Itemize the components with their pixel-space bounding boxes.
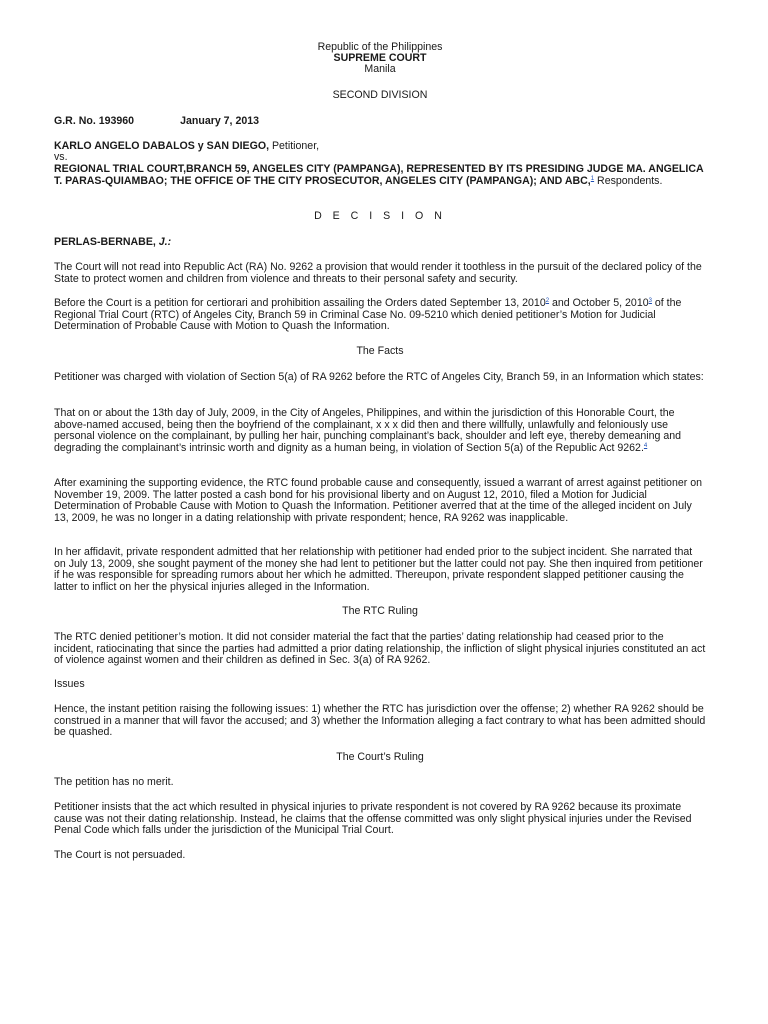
facts-heading: The Facts: [356, 345, 404, 357]
paragraph-affidavit: In her affidavit, private respondent admitted that her relationship with petitioner had ended prior to the subject incident. She narrated that on July 13, 2009, she sought payment of the money she had lent to petitioner but the latter could not pay. She then inquired from petitioner if he was responsible for spreading rumors about her which he admitted. Thereupon, private respondent slapped petitioner causing the latter to inflict on her the physical injuries alleged in the Information.: [54, 546, 703, 593]
petitioner-role: Petitioner,: [269, 140, 320, 152]
ponente-line: [54, 237, 706, 249]
ponente-name: PERLAS-BERNABE,: [54, 236, 156, 248]
paragraph-petition-text-c: of the Regional Trial Court (RTC) of Angeles City, Branch 59 in Criminal Case No. 09-5210 which denied petitioner’s Motion for Judicial Determination of Probable Cause with Motion to Quash the Information.: [54, 297, 682, 333]
division-name: SECOND DIVISION: [332, 89, 428, 101]
paragraph-petition: [54, 298, 706, 333]
rtc-ruling-heading: The RTC Ruling: [342, 605, 418, 617]
paragraph-information-text: That on or about the 13th day of July, 2009, in the City of Angeles, Philippines, and within the jurisdiction of this Honorable Court, the above-named accused, being then the boyfriend of the complainant, x x x did then and there willfully, unlawfully and feloniously use personal violence on the complainant, by pulling her hair, punching complainant’s back, shoulder and left eye, thereby demeaning and degrading the complainant’s intrinsic worth and dignity as a human being, in violation of Section 5(a) of the Republic Act 9262.: [54, 407, 682, 454]
footnote-link-2[interactable]: 2: [545, 298, 550, 304]
respondents-names: REGIONAL TRIAL COURT,BRANCH 59, ANGELES CITY (PAMPANGA), REPRESENTED BY ITS PRESIDING JUDGE MA. ANGELICA T. PARAS-QUIAMBAO; THE OFFICE OF THE CITY PROSECUTOR, ANGELES CITY (PAMPANGA); AND ABC,: [54, 163, 704, 187]
court-ruling-heading: The Court’s Ruling: [336, 751, 424, 763]
respondents-role: Respondents.: [594, 174, 663, 187]
court-city: Manila: [364, 63, 396, 75]
ponente-title: J.:: [155, 236, 172, 248]
paragraph-rtc-denial: The RTC denied petitioner’s motion. It did not consider material the fact that the parties’ dating relationship had ceased prior to the incident, ratiocinating that since the parties had admitted a prior dating relationship, the infliction of slight physical injuries constituted an act of violence against women and their children as defined in Sec. 3(a) of RA 9262.: [54, 631, 706, 667]
republic-line: Republic of the Philippines: [317, 41, 443, 53]
case-line: [54, 116, 706, 128]
footnote-link-1[interactable]: 1: [590, 175, 595, 182]
footnote-link-4[interactable]: 4: [643, 442, 648, 449]
paragraph-information: [54, 408, 706, 454]
paragraph-petitioner-insists: Petitioner insists that the act which resulted in physical injuries to private respondent is not covered by RA 9262 because its proximate cause was not their dating relationship. Instead, he claims that the offense committed was only slight physical injuries under the Revised Penal Code which falls under the jurisdiction of the Municipal Trial Court.: [54, 801, 692, 837]
issues-heading: Issues: [54, 678, 85, 690]
paragraph-intro: The Court will not read into Republic Act (RA) No. 9262 a provision that would render it toothless in the pursuit of the declared policy of the State to protect women and children from violence and threats to their personal safety and security.: [54, 261, 702, 285]
paragraph-charge: Petitioner was charged with violation of Section 5(a) of RA 9262 before the RTC of Angeles City, Branch 59, in an Information which states:: [54, 371, 704, 383]
court-name: SUPREME COURT: [333, 52, 427, 64]
paragraph-petition-text-a: Before the Court is a petition for certiorari and prohibition assailing the Orders dated September 13, 2010: [54, 297, 546, 309]
footnote-link-3[interactable]: 3: [648, 298, 652, 304]
versus-text: vs.: [54, 151, 68, 163]
petitioner-line: [54, 141, 706, 153]
respondents-block: [54, 164, 706, 187]
paragraph-warrant: After examining the supporting evidence, the RTC found probable cause and consequently, issued a warrant of arrest against petitioner on November 19, 2009. The latter posted a cash bond for his provisional liberty and on August 12, 2010, filed a Motion for Judicial Determination of Probable Cause with Motion to Quash the Information. Petitioner averred that at the time of the alleged incident on July 13, 2009, he was no longer in a dating relationship with private respondent; hence, RA 9262 was inapplicable.: [54, 477, 702, 524]
paragraph-issues: Hence, the instant petition raising the following issues: 1) whether the RTC has jurisdiction over the offense; 2) whether RA 9262 should be construed in a manner that will favor the accused; and 3) whether the Information alleging a fact contrary to what has been admitted should be quashed.: [54, 703, 706, 739]
paragraph-no-merit: The petition has no merit.: [54, 776, 174, 788]
paragraph-not-persuaded: The Court is not persuaded.: [54, 849, 186, 861]
petitioner-name: KARLO ANGELO DABALOS y SAN DIEGO,: [54, 140, 270, 152]
gr-number: G.R. No. 193960: [54, 115, 135, 127]
decision-date: January 7, 2013: [180, 115, 260, 127]
paragraph-petition-text-b: and October 5, 2010: [549, 297, 649, 309]
decision-title: D E C I S I O N: [314, 210, 446, 222]
